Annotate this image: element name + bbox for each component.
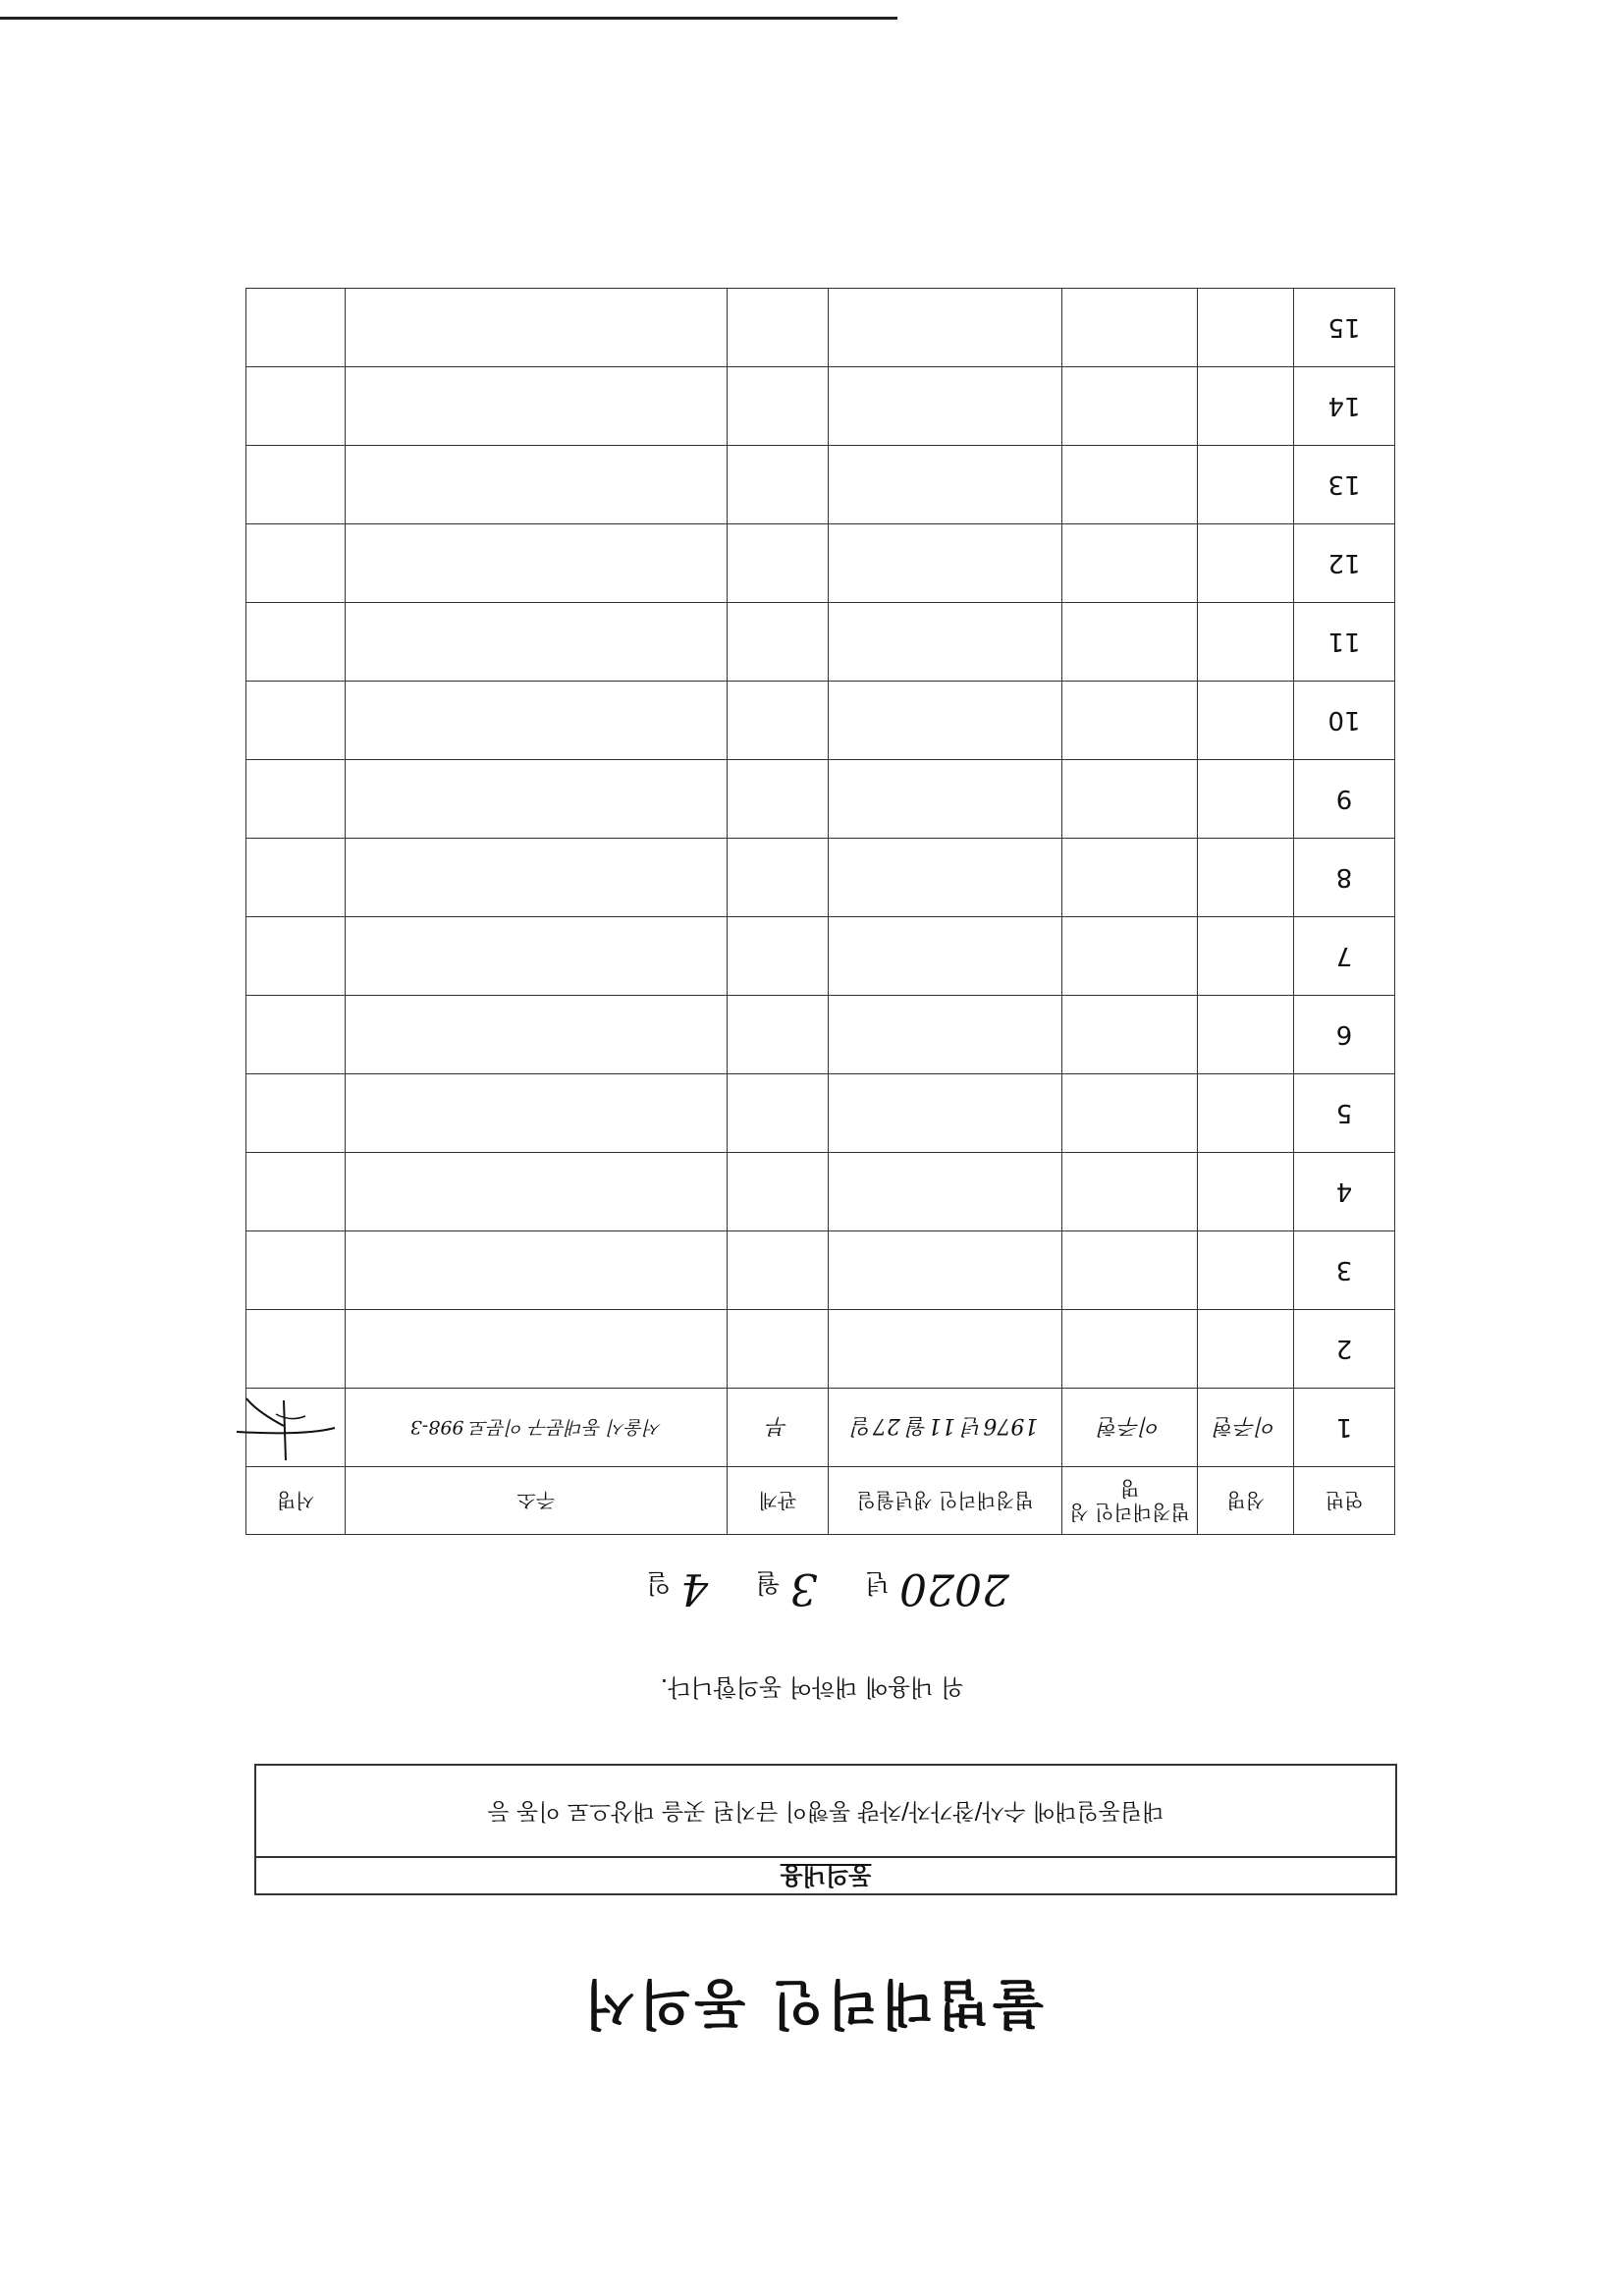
- consent-header: 동의내용: [256, 1856, 1395, 1893]
- row-no: 3: [1294, 1231, 1395, 1310]
- date-day-unit: 일: [646, 1567, 672, 1597]
- row-relation: 부: [728, 1389, 829, 1467]
- row-no: 14: [1294, 367, 1395, 446]
- row-no: 5: [1294, 1074, 1395, 1153]
- row-birth: 1976년 11월 27일: [829, 1389, 1062, 1467]
- date-year: 2020: [898, 1563, 1009, 1613]
- row-no: 8: [1294, 839, 1395, 917]
- table-row: [246, 1153, 1395, 1231]
- header-no: 연번: [1294, 1467, 1395, 1535]
- row-no: 11: [1294, 603, 1395, 682]
- table-row: [246, 1389, 1395, 1467]
- date-month: 3: [789, 1563, 818, 1613]
- row-no: 7: [1294, 917, 1395, 996]
- row-guardian: 이주현: [1062, 1389, 1198, 1467]
- row-address: 서울시 동대문구 이문로 998-3: [346, 1389, 728, 1467]
- table-row: [246, 603, 1395, 682]
- header-relation: 관계: [728, 1467, 829, 1535]
- table-row: [246, 446, 1395, 524]
- table-row: [246, 1310, 1395, 1389]
- row-no: 10: [1294, 682, 1395, 760]
- header-guardian-birth: 법정대리인 생년월일: [829, 1467, 1062, 1535]
- consent-text: 대림동일대에 수사/참가자/차량 통행이 금지된 곳을 대상으로 이동 등: [487, 1798, 1164, 1824]
- table-row: [246, 996, 1395, 1074]
- table-row: [246, 839, 1395, 917]
- row-no: 4: [1294, 1153, 1395, 1231]
- table-row: [246, 1231, 1395, 1310]
- consent-box: [254, 1764, 1397, 1895]
- table-row: [246, 289, 1395, 367]
- document-title: 불법대리인 동의서: [579, 1973, 1045, 2035]
- date-month-unit: 월: [755, 1567, 781, 1597]
- row-name: 이주현: [1198, 1389, 1294, 1467]
- date-line: [0, 1563, 1624, 1613]
- table-row: [246, 917, 1395, 996]
- row-no: 9: [1294, 760, 1395, 839]
- row-no: 13: [1294, 446, 1395, 524]
- row-no: 1: [1294, 1389, 1395, 1467]
- header-name: 성명: [1198, 1467, 1294, 1535]
- agreement-sentence: 위 내용에 대하여 동의합니다.: [660, 1673, 964, 1701]
- header-address: 주소: [346, 1467, 728, 1535]
- header-signature: 서명: [246, 1467, 346, 1535]
- row-no: 6: [1294, 996, 1395, 1074]
- row-no: 2: [1294, 1310, 1395, 1389]
- row-no: 12: [1294, 524, 1395, 603]
- row-signature: [246, 1389, 346, 1467]
- table-header-row: [246, 1467, 1395, 1535]
- date-day: 4: [680, 1563, 709, 1613]
- date-year-unit: 년: [864, 1567, 890, 1597]
- row-no: 15: [1294, 289, 1395, 367]
- table-row: [246, 1074, 1395, 1153]
- scan-edge-line: [0, 17, 897, 20]
- signature-mark: [227, 1396, 345, 1465]
- table-row: [246, 682, 1395, 760]
- table-row: [246, 760, 1395, 839]
- table-row: [246, 524, 1395, 603]
- signature-table: [245, 288, 1395, 1535]
- table-row: [246, 367, 1395, 446]
- header-guardian-name: 법정대리인 성명: [1062, 1467, 1198, 1535]
